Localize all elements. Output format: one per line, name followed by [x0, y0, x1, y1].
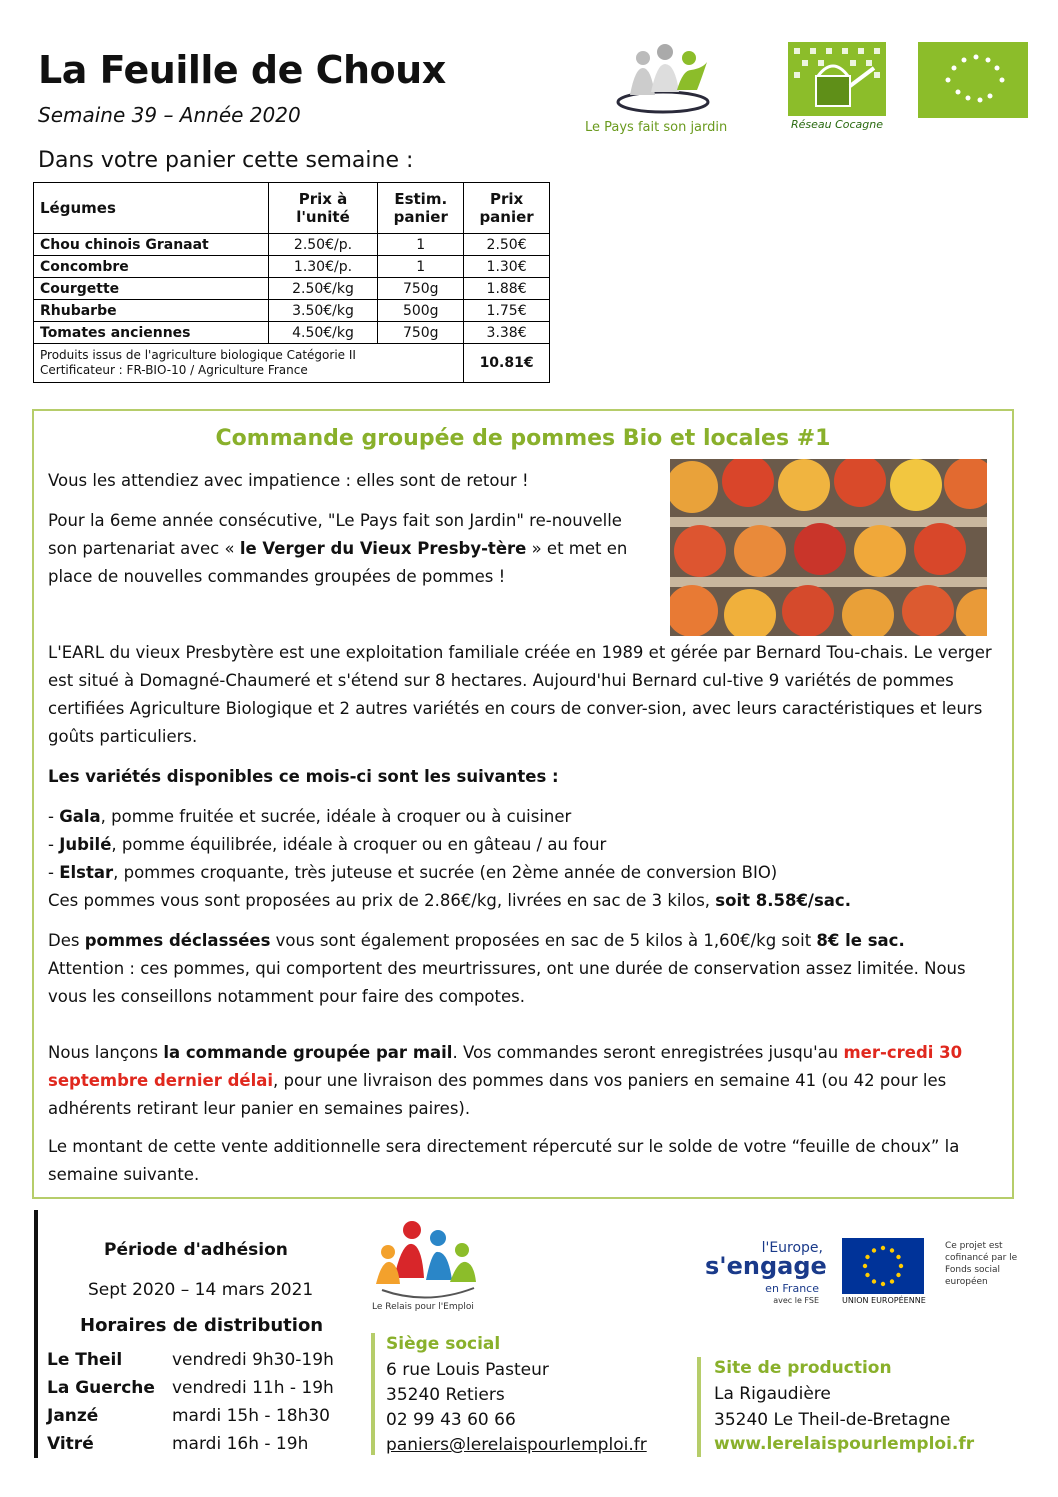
list-item: - Gala, pomme fruitée et sucrée, idéale à croquer ou à cuisiner [48, 807, 572, 826]
email-link[interactable]: paniers@lerelaispourlemploi.fr [386, 1435, 647, 1455]
europe-sub: en France [765, 1282, 819, 1295]
production-place: La Rigaudière [714, 1384, 831, 1404]
table-row [34, 256, 550, 278]
text-span: Ces pommes vous sont proposées au prix de 2.86€/kg, livrées en sac de 3 kilos, [48, 891, 716, 910]
article-billing: Le montant de cette vente additionnelle sera directement répercuté sur le solde de votre “feuille de choux” la semaine suivante. [48, 1137, 960, 1184]
quantity: 1 [378, 256, 464, 278]
eu-stars-icon [842, 1238, 924, 1294]
table-row [34, 322, 550, 344]
eu-organic-logo [918, 42, 1028, 118]
article-title: Commande groupée de pommes Bio et locales #1 [215, 426, 831, 451]
production-city: 35240 Le Theil-de-Bretagne [714, 1410, 951, 1430]
schedule-place: La Guerche [47, 1378, 155, 1398]
table-row [34, 300, 550, 322]
price: 1.30€ [464, 256, 550, 278]
text-span: , pour une livraison des pommes dans vos paniers en semaine 41 (ou 42 pour les adhérents retirant leur panier en semaines paires). [48, 1071, 947, 1118]
variety-name: Gala [59, 807, 101, 826]
price: 1.88€ [464, 278, 550, 300]
europe-top: l'Europe, [761, 1240, 823, 1256]
vegetable-name: Concombre [34, 256, 269, 278]
relais-caption: Le Relais pour l'Emploi [372, 1302, 474, 1312]
basket-table [33, 182, 550, 383]
price-per-bag: soit 8.58€/sac. [715, 891, 851, 910]
certification-line-1: Produits issus de l'agriculture biologique Catégorie II [40, 348, 356, 362]
list-item: - Elstar, pommes croquante, très juteuse et sucrée (en 2ème année de conversion BIO) [48, 863, 778, 882]
variety-desc: , pomme équilibrée, idéale à croquer ou en gâteau / au four [111, 835, 607, 854]
logo-reseau-cocagne [788, 42, 886, 138]
europe-sengage-logo [705, 1240, 827, 1310]
siege-city: 35240 Retiers [386, 1385, 505, 1405]
issue-subtitle: Semaine 39 – Année 2020 [38, 103, 301, 127]
table-row [34, 234, 550, 256]
header-legumes: Légumes [34, 183, 269, 234]
siege-heading: Siège social [386, 1334, 501, 1354]
siege-street: 6 rue Louis Pasteur [386, 1360, 549, 1380]
production-bar [697, 1357, 701, 1457]
schedule-time: vendredi 9h30-19h [172, 1350, 334, 1370]
table-footer-row [34, 344, 550, 383]
ue-caption: UNION EUROPÉENNE [842, 1296, 926, 1305]
unit-price: 3.50€/kg [268, 300, 378, 322]
basket-heading: Dans votre panier cette semaine : [38, 148, 414, 173]
eu-flag [842, 1238, 924, 1294]
siege-phone: 02 99 43 60 66 [386, 1410, 516, 1430]
text-span: Attention : ces pommes, qui comportent des meurtrissures, ont une durée de conservation assez limitée. Nous vous les conseillons notamment pour faire des compotes. [48, 959, 966, 1006]
vegetable-name: Tomates anciennes [34, 322, 269, 344]
unit-price: 1.30€/p. [268, 256, 378, 278]
price: 1.75€ [464, 300, 550, 322]
schedule-place: Vitré [47, 1434, 94, 1454]
adhesion-heading: Période d'adhésion [104, 1240, 288, 1260]
varieties-list [48, 803, 1003, 915]
logo-relais-pour-lemploi [372, 1218, 482, 1318]
schedule-time: vendredi 11h - 19h [172, 1378, 334, 1398]
vegetable-name: Rhubarbe [34, 300, 269, 322]
article-earl: L'EARL du vieux Presbytère est une exploitation familiale créée en 1989 et gérée par Bernard Tou-chais. Le verger est situé à Domagné-Chaumeré et s'étend sur 8 hectares. Aujourd'hui Bernard cul-tive 9 variétés de pommes certifiées Agriculture Biologique et 2 autres variétés en cours de conver-sion, avec leurs caractéristiques et leurs goûts particuliers. [48, 643, 992, 746]
text-span: Nous lançons [48, 1043, 164, 1062]
production-heading: Site de production [714, 1358, 892, 1378]
unit-price: 2.50€/kg [268, 278, 378, 300]
gardeners-logo-icon [585, 40, 755, 120]
certification-note [34, 344, 464, 383]
article-declassees [48, 927, 1003, 1011]
basket-total: 10.81€ [464, 344, 550, 383]
logo-pays-fait-son-jardin [585, 40, 755, 140]
text-span: » et met en place de nouvelles commandes groupées de pommes ! [48, 539, 628, 586]
text-span: . Vos commandes seront enregistrées jusqu'au [452, 1043, 844, 1062]
relais-people-icon [372, 1218, 482, 1300]
verger-name: le Verger du Vieux Presby-tère [239, 539, 527, 558]
apples-photo [670, 459, 987, 636]
vegetable-name: Chou chinois Granaat [34, 234, 269, 256]
footer-left-bar [34, 1210, 38, 1458]
eu-organic-leaf-icon [918, 42, 1028, 118]
article-partnership [48, 507, 638, 591]
watering-can-icon [788, 42, 886, 116]
quantity: 1 [378, 234, 464, 256]
text-span: Des [48, 931, 85, 950]
article-intro: Vous les attendiez avec impatience : elles sont de retour ! [48, 471, 529, 490]
declassees-label: pommes déclassées [84, 931, 271, 950]
header-basket-price: Prix panier [464, 183, 550, 234]
order-method: la commande groupée par mail [163, 1043, 453, 1062]
declassees-price: 8€ le sac. [816, 931, 905, 950]
schedule-place: Le Theil [47, 1350, 123, 1370]
price-line [48, 887, 1003, 915]
europe-fse: avec le FSE [773, 1296, 819, 1305]
variety-name: Elstar [59, 863, 114, 882]
article-box [32, 409, 1014, 1199]
variety-desc: , pommes croquante, très juteuse et sucrée (en 2ème année de conversion BIO) [113, 863, 778, 882]
table-row [34, 278, 550, 300]
schedule-time: mardi 16h - 19h [172, 1434, 309, 1454]
price: 3.38€ [464, 322, 550, 344]
varieties-heading: Les variétés disponibles ce mois-ci sont les suivantes : [48, 767, 559, 786]
price: 2.50€ [464, 234, 550, 256]
horaires-heading: Horaires de distribution [80, 1315, 324, 1336]
vegetable-name: Courgette [34, 278, 269, 300]
schedule-time: mardi 15h - 18h30 [172, 1406, 330, 1426]
table-header-row [34, 183, 550, 234]
website-link[interactable]: www.lerelaispourlemploi.fr [714, 1434, 975, 1454]
apples-image-icon [670, 459, 987, 636]
quantity: 750g [378, 278, 464, 300]
logo-pays-caption: Le Pays fait son jardin [585, 120, 728, 135]
variety-name: Jubilé [59, 835, 112, 854]
text-span: vous sont également proposées en sac de 5 kilos à 1,60€/kg soit [270, 931, 817, 950]
unit-price: 4.50€/kg [268, 322, 378, 344]
europe-main: s'engage [705, 1252, 827, 1280]
siege-bar [371, 1333, 375, 1455]
fse-note: Ce projet est cofinancé par le Fonds social européen [945, 1241, 1018, 1287]
quantity: 500g [378, 300, 464, 322]
variety-desc: , pomme fruitée et sucrée, idéale à croquer ou à cuisiner [100, 807, 572, 826]
newsletter-title: La Feuille de Choux [38, 48, 446, 92]
list-item: - Jubilé, pomme équilibrée, idéale à croquer ou en gâteau / au four [48, 835, 607, 854]
text-span: Pour la 6eme année consécutive, "Le Pays fait son Jardin" re-nouvelle son partenariat avec « [48, 511, 622, 558]
logo-cocagne-caption: Réseau Cocagne [790, 118, 884, 131]
schedule-place: Janzé [47, 1406, 99, 1426]
unit-price: 2.50€/p. [268, 234, 378, 256]
deadline: mer-credi 30 septembre dernier délai [48, 1043, 963, 1090]
header-estimate: Estim. panier [378, 183, 464, 234]
article-order [48, 1039, 1003, 1123]
certification-line-2: Certificateur : FR-BIO-10 / Agriculture France [40, 363, 308, 377]
quantity: 750g [378, 322, 464, 344]
header-unit-price: Prix à l'unité [268, 183, 378, 234]
adhesion-dates: Sept 2020 – 14 mars 2021 [88, 1280, 314, 1300]
